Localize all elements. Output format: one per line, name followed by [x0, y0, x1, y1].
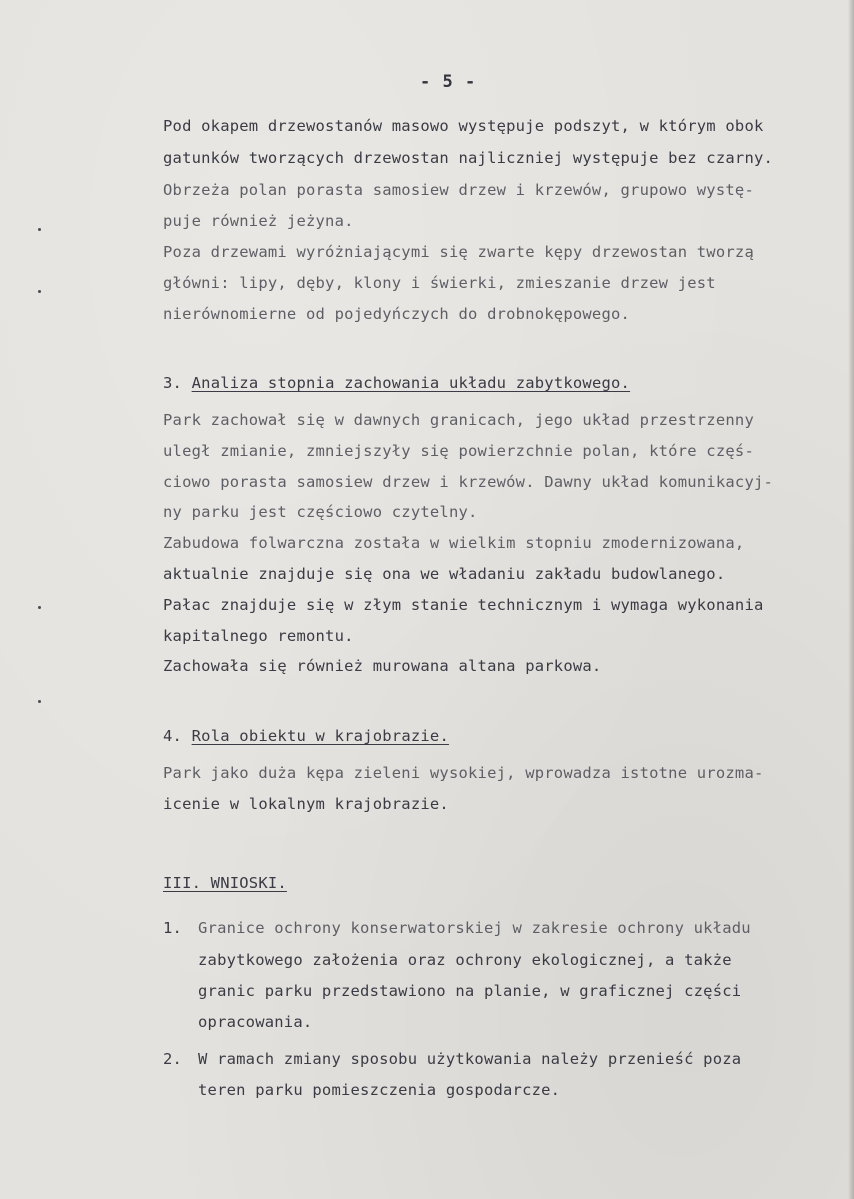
section-title: Rola obiektu w krajobrazie. [191, 727, 449, 745]
section-number: 4. [163, 727, 183, 745]
text-line: W ramach zmiany sposobu użytkowania należy przenieść poza [198, 1050, 742, 1068]
page-number: - 5 - [420, 72, 477, 92]
chapter-title: III. WNIOSKI. [163, 874, 287, 892]
text-line: granic parku przedstawiono na planie, w graficznej części [198, 982, 742, 1000]
text-line: opracowania. [198, 1013, 313, 1031]
text-line: nierównomierne od pojedyńczych do drobnokępowego. [163, 305, 631, 323]
text-line: teren parku pomieszczenia gospodarcze. [198, 1081, 561, 1099]
text-line: Poza drzewami wyróżniającymi się zwarte kępy drzewostan tworzą [163, 243, 754, 261]
list-item-number: 1. [163, 919, 183, 937]
punch-hole-mark [38, 228, 41, 231]
text-line: zabytkowego założenia oraz ochrony ekologicznej, a także [198, 951, 732, 969]
chapter-heading [163, 873, 287, 893]
text-line: puje również jeżyna. [163, 212, 354, 230]
page-edge-shadow [848, 0, 854, 1199]
text-line: Obrzeża polan porasta samosiew drzew i krzewów, grupowo wystę- [163, 181, 754, 199]
text-line: icenie w lokalnym krajobrazie. [163, 795, 449, 813]
text-line: aktualnie znajduje się ona we władaniu zakładu budowlanego. [163, 565, 726, 583]
list-item-number: 2. [163, 1050, 183, 1068]
punch-hole-mark [38, 700, 41, 703]
text-line: ciowo porasta samosiew drzew i krzewów. Dawny układ komunikacyj- [163, 473, 774, 491]
text-line: Zachowała się również murowana altana parkowa. [163, 657, 602, 675]
text-line: Park zachował się w dawnych granicach, jego układ przestrzenny [163, 411, 754, 429]
text-line: Granice ochrony konserwatorskiej w zakresie ochrony układu [198, 919, 751, 937]
text-line: Park jako duża kępa zieleni wysokiej, wprowadza istotne urozma- [163, 764, 764, 782]
text-line: Pałac znajduje się w złym stanie technicznym i wymaga wykonania [163, 596, 764, 614]
punch-hole-mark [38, 290, 41, 293]
text-line: ny parku jest częściowo czytelny. [163, 503, 478, 521]
text-line: Pod okapem drzewostanów masowo występuje podszyt, w którym obok [163, 117, 764, 135]
text-line: uległ zmianie, zmniejszyły się powierzchnie polan, które częś- [163, 442, 754, 460]
punch-hole-mark [38, 606, 41, 609]
text-line: główni: lipy, dęby, klony i świerki, zmieszanie drzew jest [163, 274, 716, 292]
section-heading [163, 373, 630, 393]
section-number: 3. [163, 374, 183, 392]
section-heading [163, 726, 449, 746]
section-title: Analiza stopnia zachowania układu zabytkowego. [191, 374, 631, 392]
text-line: gatunków tworzących drzewostan najliczniej występuje bez czarny. [163, 149, 774, 167]
text-line: kapitalnego remontu. [163, 627, 354, 645]
text-line: Zabudowa folwarczna została w wielkim stopniu zmodernizowana, [163, 534, 745, 552]
